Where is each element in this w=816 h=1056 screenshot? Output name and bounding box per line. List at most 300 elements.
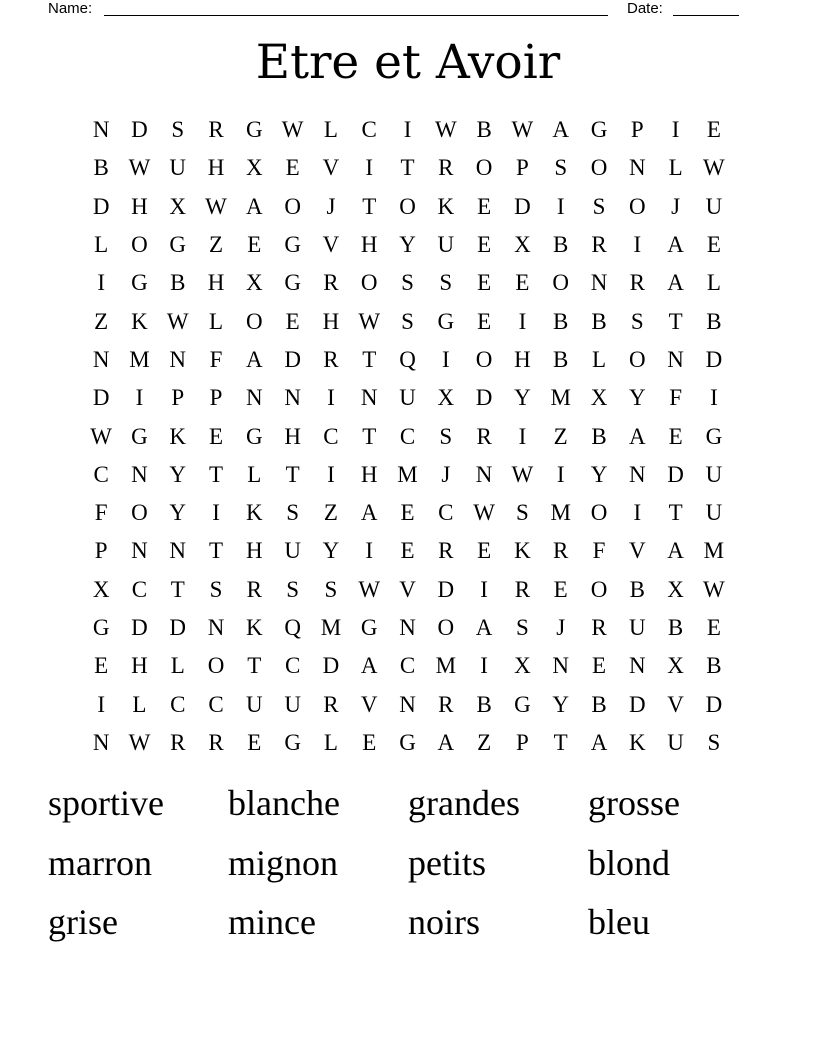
grid-cell: S [171,117,185,143]
grid-cell: N [131,461,148,487]
grid-cell: T [285,461,300,487]
grid-cell: W [128,729,151,755]
grid-cell: E [247,729,262,755]
grid-cell: O [360,270,378,296]
grid-cell: V [360,691,378,717]
grid-cell: P [94,538,108,564]
grid-cell: T [362,423,377,449]
grid-cell: R [476,423,492,449]
grid-cell: H [284,423,301,449]
grid-cell: V [667,691,684,717]
grid-cell: B [170,270,186,296]
word-list-item: petits [408,842,486,883]
grid-cell: I [212,500,220,526]
grid-cell: R [208,729,224,755]
grid-cell: T [400,155,415,181]
grid-cell: W [205,193,227,219]
grid-cell: T [170,576,185,602]
grid-cell: B [553,232,569,258]
grid-cell: U [705,193,723,219]
grid-cell: H [322,308,340,334]
grid-cell: J [671,193,681,219]
grid-cell: X [667,653,684,679]
word-list-item: bleu [588,902,650,942]
grid-cell: N [475,461,493,487]
grid-cell: I [365,538,374,564]
grid-cell: B [476,691,492,717]
grid-cell: C [93,461,109,487]
grid-cell: D [667,461,684,487]
grid-cell: N [169,538,187,564]
grid-cell: N [92,729,110,755]
grid-cell: S [324,576,338,602]
grid-cell: O [590,155,608,181]
grid-cell: A [628,423,646,449]
grid-cell: K [169,423,187,449]
grid-cell: H [207,270,225,296]
grid-cell: D [705,691,723,717]
grid-cell: O [437,615,455,640]
grid-cell: L [170,653,185,679]
grid-cell: P [516,155,529,181]
grid-cell: E [94,653,109,679]
grid-cell: B [476,117,492,143]
grid-cell: C [361,117,377,143]
grid-cell: N [399,691,416,717]
grid-cell: P [209,385,223,411]
grid-cell: D [92,385,110,411]
grid-cell: D [475,385,493,411]
grid-cell: K [246,615,263,640]
grid-cell: W [128,155,151,181]
grid-cell: Q [284,615,301,640]
grid-cell: I [710,385,718,411]
grid-cell: T [668,308,683,334]
grid-cell: I [480,653,488,679]
grid-cell: F [94,500,108,526]
grid-cell: M [129,346,150,372]
grid-cell: O [590,576,608,602]
grid-cell: I [441,346,450,372]
grid-cell: A [360,653,378,679]
grid-cell: X [514,232,531,258]
grid-cell: I [518,423,527,449]
grid-cell: Y [552,691,570,717]
grid-cell: A [246,193,263,219]
grid-cell: Y [590,461,608,487]
grid-cell: E [362,729,377,755]
grid-cell: E [668,423,683,449]
grid-cell: V [399,576,416,602]
grid-cell: L [591,346,607,372]
grid-cell: B [591,691,607,717]
grid-cell: T [553,729,568,755]
grid-cell: E [285,308,300,334]
grid-cell: B [591,308,607,334]
grid-cell: E [247,232,262,258]
grid-cell: R [591,232,607,258]
word-list-item: marron [48,842,152,883]
grid-cell: E [706,117,721,143]
grid-cell: L [668,155,683,181]
grid-cell: Y [169,500,187,526]
grid-cell: Y [169,461,187,487]
word-list-item: sportive [48,783,164,823]
grid-cell: X [514,653,531,679]
grid-cell: W [473,500,495,526]
grid-cell: V [322,155,340,181]
grid-cell: R [514,576,531,602]
grid-cell: X [169,193,187,219]
grid-cell: P [516,729,529,755]
grid-cell: I [97,270,105,296]
grid-cell: N [131,538,148,564]
grid-cell: S [286,576,300,602]
grid-cell: R [323,346,339,372]
grid-cell: K [437,193,455,219]
grid-cell: D [705,346,723,372]
grid-cell: L [323,117,338,143]
grid-cell: C [399,423,416,449]
grid-cell: E [477,308,492,334]
grid-cell: A [667,538,684,564]
grid-cell: D [322,653,340,679]
grid-cell: N [552,653,570,679]
grid-cell: E [706,615,721,640]
grid-cell: M [550,500,571,526]
grid-cell: R [208,117,224,143]
word-list-item: mince [228,902,316,942]
grid-cell: S [516,500,529,526]
grid-cell: E [706,232,721,258]
grid-cell: S [209,576,223,602]
grid-cell: W [511,461,534,487]
grid-cell: A [360,500,378,526]
grid-cell: R [323,691,339,717]
grid-cell: O [628,346,646,372]
grid-cell: H [360,232,378,258]
grid-cell: G [399,729,416,755]
grid-cell: W [703,576,725,602]
grid-cell: C [438,500,454,526]
grid-cell: D [514,193,531,219]
grid-cell: I [327,385,335,411]
date-label: Date: [627,0,663,17]
grid-cell: I [327,461,335,487]
grid-cell: Y [514,385,531,411]
grid-cell: N [628,461,646,487]
grid-cell: O [131,232,148,258]
grid-cell: E [477,193,492,219]
grid-cell: G [360,615,378,640]
grid-cell: A [552,117,570,143]
grid-cell: P [630,117,644,143]
grid-cell: C [323,423,339,449]
grid-cell: S [439,423,453,449]
grid-cell: U [705,461,723,487]
grid-cell: B [553,308,569,334]
grid-cell: G [705,423,723,449]
grid-cell: S [439,270,453,296]
grid-cell: U [284,538,301,564]
grid-cell: E [591,653,607,679]
grid-cell: R [438,691,454,717]
grid-cell: H [207,155,225,181]
grid-cell: O [552,270,570,296]
grid-cell: I [135,385,144,411]
grid-cell: S [592,193,606,219]
grid-cell: R [438,538,454,564]
grid-cell: I [633,500,642,526]
grid-cell: A [667,270,684,296]
grid-cell: U [284,691,301,717]
grid-cell: E [400,538,415,564]
grid-cell: C [170,691,186,717]
grid-cell: D [92,193,110,219]
grid-cell: Q [399,346,416,372]
word-list-item: noirs [408,902,480,942]
name-blank-line [104,0,608,16]
grid-cell: U [705,500,723,526]
grid-cell: N [92,346,110,372]
grid-cell: I [480,576,488,602]
grid-cell: K [628,729,646,755]
grid-cell: K [514,538,531,564]
grid-cell: B [706,653,722,679]
word-list-item: grandes [408,783,520,823]
grid-cell: G [169,232,187,258]
grid-cell: S [401,270,414,296]
word-list [48,778,768,957]
grid-cell: B [706,308,722,334]
grid-cell: K [246,500,263,526]
word-list-item: blanche [228,783,340,823]
grid-cell: Z [94,308,109,334]
grid-cell: N [399,615,416,640]
grid-cell: R [629,270,645,296]
grid-cell: I [97,691,105,717]
grid-cell: C [284,653,301,679]
grid-cell: I [556,193,565,219]
grid-cell: F [669,385,682,411]
grid-cell: U [628,615,646,640]
grid-cell: U [667,729,684,755]
word-list-item: mignon [228,842,339,883]
grid-cell: N [246,385,263,411]
grid-cell: M [435,653,457,679]
grid-cell: N [667,346,684,372]
grid-cell: L [323,729,338,755]
grid-cell: A [437,729,455,755]
grid-cell: B [591,423,607,449]
grid-cell: C [131,576,148,602]
grid-cell: L [706,270,721,296]
grid-cell: Y [628,385,646,411]
grid-cell: T [209,461,224,487]
word-list-item: grise [48,902,118,942]
letter-grid [82,111,733,762]
grid-cell: E [209,423,224,449]
grid-cell: W [434,117,457,143]
grid-cell: H [246,538,263,564]
grid-cell: T [362,193,377,219]
grid-cell: T [668,500,683,526]
grid-cell: L [247,461,262,487]
grid-cell: Z [553,423,568,449]
grid-cell: J [556,615,566,640]
grid-cell: E [477,232,492,258]
grid-cell: O [131,500,148,526]
grid-cell: A [246,346,263,372]
grid-cell: S [630,308,644,334]
grid-cell: O [284,193,301,219]
date-blank-line [673,0,739,16]
grid-cell: I [633,232,642,258]
grid-cell: A [590,729,608,755]
grid-cell: C [208,691,224,717]
grid-cell: N [628,653,646,679]
grid-cell: G [246,117,263,143]
grid-cell: G [131,270,148,296]
grid-cell: B [553,346,569,372]
grid-cell: P [171,385,185,411]
grid-cell: R [323,270,339,296]
grid-cell: L [209,308,224,334]
grid-cell: M [397,461,418,487]
grid-cell: O [475,346,493,372]
grid-cell: W [703,155,725,181]
grid-cell: E [553,576,568,602]
grid-cell: Y [399,232,416,258]
header-line [48,0,748,20]
grid-cell: E [400,500,415,526]
grid-cell: G [437,308,455,334]
grid-cell: A [667,232,684,258]
grid-cell: T [362,346,377,372]
grid-cell: S [554,155,568,181]
grid-cell: X [437,385,455,411]
grid-cell: N [207,615,225,640]
grid-cell: W [511,117,534,143]
grid-cell: N [92,117,110,143]
grid-cell: O [207,653,225,679]
grid-cell: R [438,155,454,181]
grid-cell: H [360,461,378,487]
grid-cell: X [246,270,263,296]
grid-cell: N [284,385,301,411]
grid-cell: L [132,691,147,717]
grid-cell: Z [323,500,338,526]
grid-cell: G [284,232,301,258]
grid-cell: O [475,155,493,181]
grid-cell: I [365,155,374,181]
grid-cell: E [477,538,492,564]
grid-cell: M [320,615,342,640]
grid-cell: N [628,155,646,181]
grid-cell: E [285,155,300,181]
name-label: Name: [48,0,93,17]
grid-cell: X [667,576,684,602]
grid-cell: D [169,615,187,640]
grid-cell: G [131,423,148,449]
grid-cell: B [93,155,109,181]
grid-cell: U [437,232,455,258]
grid-cell: M [550,385,571,411]
grid-cell: U [399,385,416,411]
grid-cell: M [703,538,725,564]
grid-cell: D [284,346,301,372]
grid-cell: S [401,308,414,334]
grid-cell: J [441,461,451,487]
word-list-item: grosse [588,783,680,823]
grid-cell: D [131,117,148,143]
grid-cell: O [590,500,608,526]
grid-cell: H [131,193,148,219]
grid-cell: I [556,461,565,487]
grid-cell: A [475,615,493,640]
grid-cell: K [131,308,148,334]
grid-cell: H [514,346,531,372]
grid-cell: V [628,538,646,564]
grid-cell: F [209,346,223,372]
grid-cell: W [90,423,112,449]
word-list-item: blond [588,842,671,883]
grid-cell: X [92,576,110,602]
grid-cell: G [284,729,301,755]
grid-cell: O [628,193,646,219]
grid-cell: N [169,346,187,372]
grid-cell: X [590,385,608,411]
grid-cell: R [591,615,607,640]
grid-cell: R [553,538,569,564]
grid-cell: J [326,193,336,219]
grid-cell: F [592,538,606,564]
grid-cell: W [358,576,381,602]
grid-cell: L [94,232,109,258]
grid-cell: X [246,155,263,181]
grid-cell: W [358,308,381,334]
grid-cell: C [399,653,416,679]
grid-cell: S [516,615,529,640]
grid-cell: D [131,615,148,640]
grid-cell: Z [209,232,224,258]
grid-cell: Y [322,538,340,564]
grid-cell: I [518,308,527,334]
grid-cell: Z [477,729,492,755]
grid-cell: T [209,538,224,564]
grid-cell: G [284,270,301,296]
grid-cell: I [671,117,680,143]
grid-cell: D [628,691,646,717]
grid-cell: U [246,691,263,717]
grid-cell: G [246,423,263,449]
grid-cell: S [286,500,300,526]
grid-cell: N [360,385,378,411]
grid-cell: B [629,576,645,602]
grid-cell: O [246,308,263,334]
grid-cell: I [403,117,412,143]
grid-cell: O [399,193,416,219]
grid-cell: V [322,232,340,258]
grid-cell: E [515,270,530,296]
grid-cell: T [247,653,262,679]
grid-cell: H [131,653,148,679]
grid-cell: G [92,615,110,640]
grid-cell: R [246,576,262,602]
grid-cell: B [667,615,684,640]
grid-cell: S [707,729,721,755]
grid-cell: U [169,155,187,181]
